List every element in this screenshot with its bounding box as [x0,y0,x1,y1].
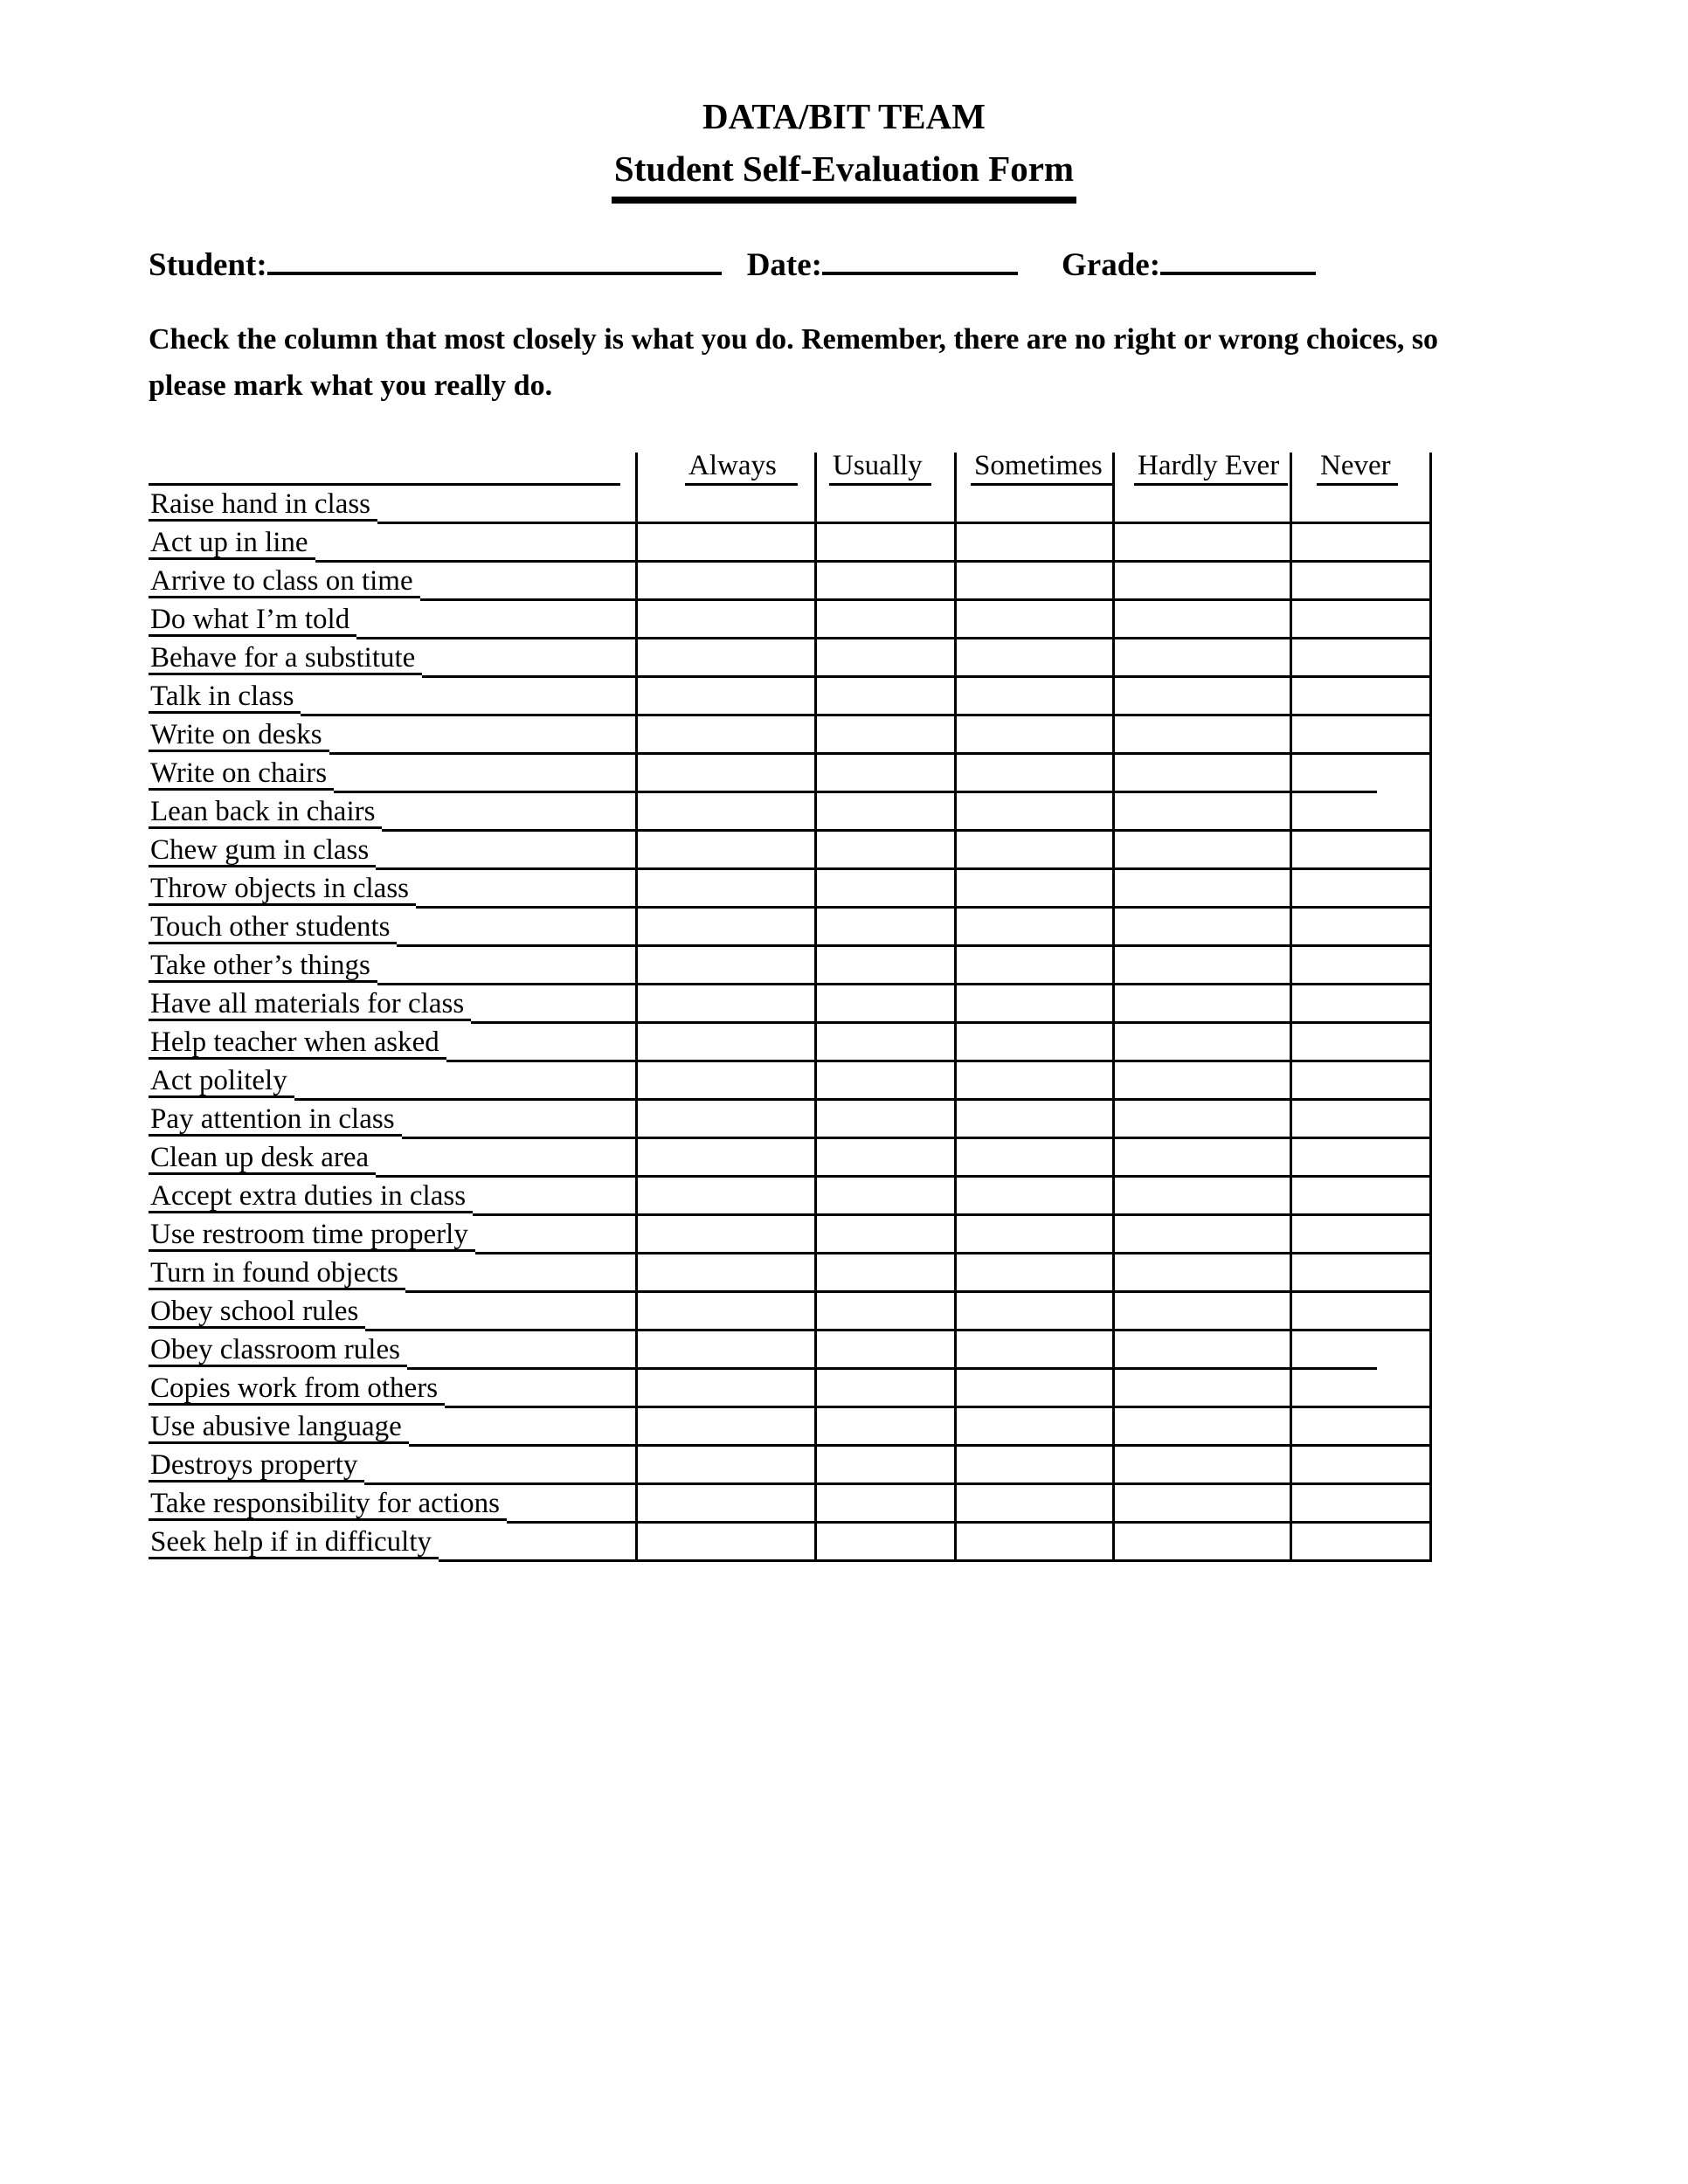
rating-cell-usually[interactable] [814,1408,954,1447]
rating-cell-sometimes[interactable] [954,1216,1112,1254]
row-label-cell [149,524,635,563]
rating-cell-always[interactable] [635,832,814,870]
rating-cell-never[interactable] [1290,832,1432,870]
evaluation-table [149,450,1432,1562]
rating-cell-sometimes[interactable] [954,1293,1112,1331]
rating-cell-always[interactable] [635,1408,814,1447]
rating-cell-sometimes[interactable] [954,1331,1112,1370]
row-label: Do what I’m told [149,605,356,637]
column-header-always [635,450,814,486]
row-label-cell [149,486,635,524]
rating-cell-always[interactable] [635,1370,814,1408]
rating-cell-never[interactable] [1290,909,1432,947]
rating-cell-sometimes[interactable] [954,985,1112,1024]
table-row [149,486,1432,524]
rating-cell-sometimes[interactable] [954,601,1112,639]
row-label: Lean back in chairs [149,797,382,829]
rating-cell-hardly-ever[interactable] [1112,1178,1290,1216]
table-row [149,755,1432,793]
rating-cell-never[interactable] [1290,947,1432,985]
rating-cell-never[interactable] [1290,1254,1432,1293]
rating-cell-sometimes[interactable] [954,1139,1112,1178]
rating-cell-hardly-ever[interactable] [1112,1370,1290,1408]
rating-cell-hardly-ever[interactable] [1112,1293,1290,1331]
rating-cell-hardly-ever[interactable] [1112,1024,1290,1062]
rating-cell-never[interactable] [1290,985,1432,1024]
rating-cell-hardly-ever[interactable] [1112,1447,1290,1485]
rating-cell-always[interactable] [635,1216,814,1254]
table-body [149,486,1432,1562]
table-row [149,1485,1432,1524]
header-blank-cell [149,453,635,486]
rating-cell-always[interactable] [635,870,814,909]
page-subtitle [0,145,1688,204]
rating-cell-sometimes[interactable] [954,486,1112,524]
rating-cell-never[interactable] [1290,870,1432,909]
rating-cell-hardly-ever[interactable] [1112,524,1290,563]
column-header-usually [814,450,954,486]
row-label-cell [149,947,635,985]
rating-cell-always[interactable] [635,716,814,755]
rating-cell-always[interactable] [635,1524,814,1562]
rating-cell-always[interactable] [635,486,814,524]
rating-cell-hardly-ever[interactable] [1112,909,1290,947]
rating-cell-hardly-ever[interactable] [1112,1062,1290,1101]
rating-cell-usually[interactable] [814,716,954,755]
rating-cell-hardly-ever[interactable] [1112,563,1290,601]
row-label-cell [149,1024,635,1062]
rating-cell-always[interactable] [635,601,814,639]
table-row [149,601,1432,639]
rating-cell-sometimes[interactable] [954,1485,1112,1524]
rating-cell-never[interactable] [1290,486,1432,524]
table-row [149,1331,1432,1370]
table-row [149,1178,1432,1216]
column-header-never [1290,450,1432,486]
rating-cell-usually[interactable] [814,1024,954,1062]
column-header-label: Hardly Ever [1134,452,1288,486]
table-row [149,678,1432,716]
rating-cell-hardly-ever[interactable] [1112,1485,1290,1524]
rating-cell-usually[interactable] [814,793,954,832]
row-label: Talk in class [149,681,301,714]
rating-cell-hardly-ever[interactable] [1112,1254,1290,1293]
row-label: Pay attention in class [149,1104,402,1137]
rating-cell-always[interactable] [635,947,814,985]
row-label-cell [149,1216,635,1254]
rating-cell-usually[interactable] [814,909,954,947]
row-label: Act politely [149,1066,294,1098]
rating-cell-usually[interactable] [814,1370,954,1408]
row-label-cell [149,832,635,870]
page-title: DATA/BIT TEAM [702,96,986,136]
rating-cell-always[interactable] [635,1062,814,1101]
table-row [149,1216,1432,1254]
rating-cell-usually[interactable] [814,563,954,601]
instructions-line-1: Check the column that most closely is what you do. Remember, there are no right or wrong choices, so [149,323,1439,356]
student-info-row [149,245,1316,284]
row-label: Have all materials for class [149,989,471,1021]
table-row [149,1024,1432,1062]
rating-cell-sometimes[interactable] [954,755,1112,793]
row-label: Copies work from others [149,1373,445,1406]
rating-cell-never[interactable] [1290,1062,1432,1101]
rating-cell-always[interactable] [635,1139,814,1178]
rating-cell-usually[interactable] [814,832,954,870]
table-row [149,563,1432,601]
rating-cell-usually[interactable] [814,524,954,563]
row-label: Use abusive language [149,1412,409,1444]
rating-cell-sometimes[interactable] [954,1062,1112,1101]
rating-cell-hardly-ever[interactable] [1112,486,1290,524]
table-row [149,985,1432,1024]
rating-cell-hardly-ever[interactable] [1112,985,1290,1024]
rating-cell-usually[interactable] [814,1139,954,1178]
row-label: Raise hand in class [149,489,377,522]
rating-cell-sometimes[interactable] [954,639,1112,678]
rating-cell-usually[interactable] [814,1331,954,1370]
rating-cell-never[interactable] [1290,1524,1432,1562]
rating-cell-hardly-ever[interactable] [1112,1101,1290,1139]
rating-cell-never[interactable] [1290,793,1432,832]
rating-cell-sometimes[interactable] [954,1408,1112,1447]
rating-cell-always[interactable] [635,678,814,716]
rating-cell-usually[interactable] [814,678,954,716]
rating-cell-hardly-ever[interactable] [1112,1408,1290,1447]
rating-cell-never[interactable] [1290,1293,1432,1331]
table-row [149,1447,1432,1485]
rating-cell-never[interactable] [1290,1216,1432,1254]
column-header-hardly-ever [1112,450,1290,486]
rating-cell-never[interactable] [1290,1485,1432,1524]
rating-cell-never[interactable] [1290,1447,1432,1485]
rating-cell-sometimes[interactable] [954,1524,1112,1562]
table-row [149,1254,1432,1293]
row-label: Act up in line [149,528,315,560]
rating-cell-never[interactable] [1290,755,1432,793]
rating-cell-never[interactable] [1290,1178,1432,1216]
row-label: Take responsibility for actions [149,1489,507,1521]
rating-cell-usually[interactable] [814,1254,954,1293]
instructions-line-2: please mark what you really do. [149,370,553,402]
rating-cell-hardly-ever[interactable] [1112,755,1290,793]
rating-cell-always[interactable] [635,563,814,601]
row-label-cell [149,1447,635,1485]
rating-cell-always[interactable] [635,909,814,947]
rating-cell-never[interactable] [1290,716,1432,755]
rating-cell-never[interactable] [1290,1101,1432,1139]
column-header-label: Usually [829,452,931,486]
rating-cell-never[interactable] [1290,1139,1432,1178]
table-row [149,716,1432,755]
rating-cell-hardly-ever[interactable] [1112,1139,1290,1178]
rating-cell-usually[interactable] [814,1101,954,1139]
rating-cell-never[interactable] [1290,1024,1432,1062]
rating-cell-usually[interactable] [814,1216,954,1254]
rating-cell-hardly-ever[interactable] [1112,716,1290,755]
table-row [149,1139,1432,1178]
row-label: Accept extra duties in class [149,1181,473,1213]
row-label-cell [149,1178,635,1216]
rating-cell-usually[interactable] [814,985,954,1024]
rating-cell-sometimes[interactable] [954,1101,1112,1139]
table-row [149,909,1432,947]
rating-cell-always[interactable] [635,793,814,832]
column-header-label: Always [685,452,798,486]
row-label: Destroys property [149,1450,364,1482]
table-row [149,1062,1432,1101]
rating-cell-hardly-ever[interactable] [1112,639,1290,678]
row-label-cell [149,678,635,716]
row-label: Obey school rules [149,1296,365,1329]
rating-cell-hardly-ever[interactable] [1112,793,1290,832]
table-row [149,832,1432,870]
rating-cell-always[interactable] [635,524,814,563]
table-row [149,1370,1432,1408]
rating-cell-sometimes[interactable] [954,678,1112,716]
row-label: Throw objects in class [149,874,416,906]
row-label: Seek help if in difficulty [149,1527,439,1559]
table-row [149,1293,1432,1331]
row-underscore-line [439,1559,635,1562]
rating-cell-sometimes[interactable] [954,1254,1112,1293]
table-row [149,1408,1432,1447]
rating-cell-never[interactable] [1290,1408,1432,1447]
rating-cell-usually[interactable] [814,1293,954,1331]
table-header-row [149,450,1432,486]
rating-cell-always[interactable] [635,1178,814,1216]
student-blank-field[interactable] [267,245,722,275]
row-label-cell [149,793,635,832]
rating-cell-always[interactable] [635,1485,814,1524]
table-row [149,639,1432,678]
row-label: Turn in found objects [149,1258,405,1290]
row-label-cell [149,716,635,755]
table-row [149,870,1432,909]
row-label-cell [149,1370,635,1408]
rating-cell-never[interactable] [1290,601,1432,639]
table-row [149,793,1432,832]
grade-label: Grade: [1062,247,1161,283]
rating-cell-hardly-ever[interactable] [1112,1331,1290,1370]
rating-cell-usually[interactable] [814,1062,954,1101]
rating-cell-hardly-ever[interactable] [1112,601,1290,639]
rating-cell-sometimes[interactable] [954,1178,1112,1216]
rating-cell-usually[interactable] [814,870,954,909]
rating-cell-usually[interactable] [814,1178,954,1216]
rating-cell-usually[interactable] [814,755,954,793]
column-header-label: Never [1317,452,1398,486]
rating-cell-hardly-ever[interactable] [1112,947,1290,985]
rating-cell-hardly-ever[interactable] [1112,870,1290,909]
row-label: Take other’s things [149,950,377,983]
row-label-cell [149,1524,635,1562]
rating-cell-sometimes[interactable] [954,1024,1112,1062]
rating-cell-always[interactable] [635,1331,814,1370]
title-block [0,93,1688,204]
table-row [149,1524,1432,1562]
row-label-cell [149,1254,635,1293]
rating-cell-sometimes[interactable] [954,524,1112,563]
row-label: Arrive to class on time [149,566,420,598]
rating-cell-never[interactable] [1290,1370,1432,1408]
row-label: Touch other students [149,912,397,944]
row-label-cell [149,909,635,947]
row-label: Write on desks [149,720,329,752]
rating-cell-hardly-ever[interactable] [1112,1524,1290,1562]
rating-cell-usually[interactable] [814,486,954,524]
row-label-cell [149,985,635,1024]
rating-cell-usually[interactable] [814,601,954,639]
rating-cell-usually[interactable] [814,1447,954,1485]
row-label-cell [149,563,635,601]
rating-cell-always[interactable] [635,1254,814,1293]
rating-cell-always[interactable] [635,1024,814,1062]
rating-cell-sometimes[interactable] [954,563,1112,601]
rating-cell-usually[interactable] [814,1524,954,1562]
rating-cell-usually[interactable] [814,947,954,985]
rating-cell-sometimes[interactable] [954,1370,1112,1408]
rating-cell-sometimes[interactable] [954,793,1112,832]
table-row [149,1101,1432,1139]
rating-cell-always[interactable] [635,1101,814,1139]
date-blank-field[interactable] [822,245,1018,275]
grade-blank-field[interactable] [1160,245,1316,275]
row-label: Write on chairs [149,758,334,791]
row-label-cell [149,1062,635,1101]
rating-cell-never[interactable] [1290,524,1432,563]
rating-cell-hardly-ever[interactable] [1112,832,1290,870]
row-label-cell [149,1101,635,1139]
rating-cell-sometimes[interactable] [954,909,1112,947]
instructions [149,316,1438,409]
row-label: Obey classroom rules [149,1335,407,1367]
row-label-cell [149,1485,635,1524]
row-label-cell [149,870,635,909]
rating-cell-sometimes[interactable] [954,1447,1112,1485]
row-label-cell [149,1331,635,1370]
rating-cell-sometimes[interactable] [954,947,1112,985]
rating-cell-sometimes[interactable] [954,716,1112,755]
student-label: Student: [149,247,267,283]
row-label: Use restroom time properly [149,1220,475,1252]
row-label-cell [149,1408,635,1447]
rating-cell-always[interactable] [635,985,814,1024]
table-row [149,524,1432,563]
rating-cell-always[interactable] [635,1293,814,1331]
rating-cell-never[interactable] [1290,639,1432,678]
row-label-cell [149,1293,635,1331]
column-header-label: Sometimes [971,452,1113,486]
rating-cell-always[interactable] [635,1447,814,1485]
row-label-cell [149,639,635,678]
rating-cell-never[interactable] [1290,678,1432,716]
rating-cell-sometimes[interactable] [954,870,1112,909]
rating-cell-always[interactable] [635,639,814,678]
row-label: Chew gum in class [149,835,376,867]
row-label-cell [149,601,635,639]
table-row [149,947,1432,985]
page-subtitle-text: Student Self-Evaluation Form [612,145,1076,204]
date-label: Date: [746,247,822,283]
row-label: Help teacher when asked [149,1027,446,1060]
row-label-cell [149,1139,635,1178]
rating-cell-hardly-ever[interactable] [1112,1216,1290,1254]
row-label-cell [149,755,635,793]
rating-cell-always[interactable] [635,755,814,793]
row-label: Clean up desk area [149,1143,376,1175]
rating-cell-hardly-ever[interactable] [1112,678,1290,716]
rating-cell-usually[interactable] [814,1485,954,1524]
rating-cell-usually[interactable] [814,639,954,678]
rating-cell-never[interactable] [1290,1331,1432,1370]
rating-cell-sometimes[interactable] [954,832,1112,870]
row-label: Behave for a substitute [149,643,422,675]
rating-cell-never[interactable] [1290,563,1432,601]
column-header-sometimes [954,450,1112,486]
